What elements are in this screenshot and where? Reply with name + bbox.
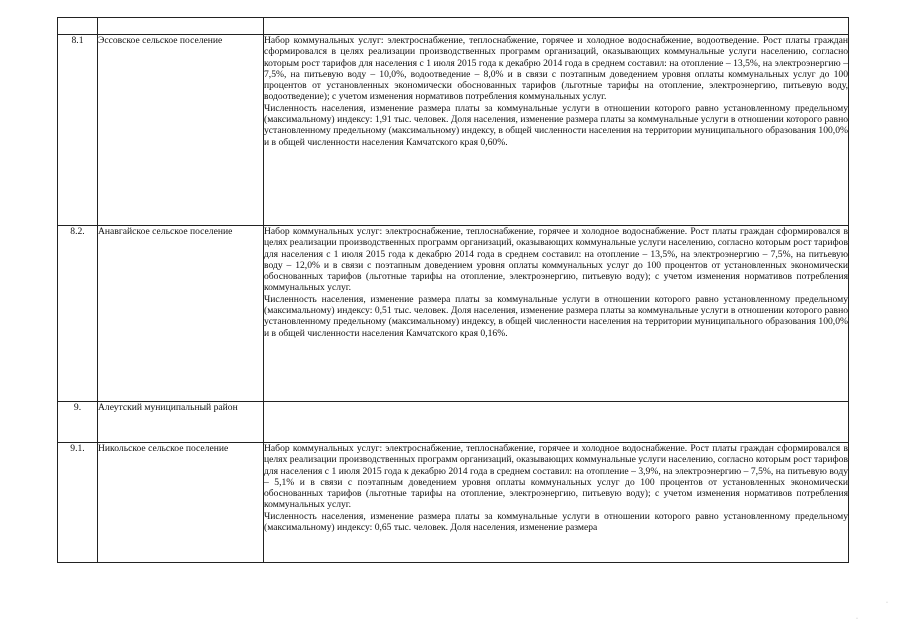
tariff-table bbox=[57, 17, 849, 563]
header-spacer-row bbox=[58, 18, 849, 35]
table-row bbox=[58, 226, 849, 402]
description-paragraph: Набор коммунальных услуг: электроснабжение, теплоснабжение, горячее и холодное водоснабжение. Рост платы граждан сформировался в целях реализации производственных программ организаций, оказывающих коммунальные услуги населению, согласно которым рост тарифов для населения с 1 июля 2015 года к декабрю 2014 года в среднем составил: на отопление – 3,9%, на электроэнергию – 7,5%, на питьевую воду – 5,1% и в связи с поэтапным доведением уровня оплаты коммунальных услуг до 100 процентов от установленных экономически обоснованных тарифов (льготные тарифы на отопление, электроэнергию, питьевую воду); с учетом изменения нормативов потребления коммунальных услуг. bbox=[264, 443, 848, 511]
description-paragraph: Набор коммунальных услуг: электроснабжение, теплоснабжение, горячее и холодное водоснабжение. Рост платы граждан сформировался в целях реализации производственных программ организаций, оказывающих коммунальные услуги населению, согласно которым рост тарифов для населения с 1 июля 2015 года к декабрю 2014 года в среднем составил: на отопление – 13,5%, на электроэнергию – 7,5%, на питьевую воду – 12,0% и в связи с поэтапным доведением уровня оплаты коммунальных услуг до 100 процентов от установленных экономически обоснованных тарифов (льготные тарифы на отопление, электроэнергию, питьевую воду); с учетом изменения нормативов потребления коммунальных услуг. bbox=[264, 226, 848, 294]
row-number: 8.1 bbox=[58, 35, 98, 226]
row-description bbox=[264, 226, 849, 402]
settlement-name: Никольское сельское поселение bbox=[98, 443, 264, 563]
scan-mark: · bbox=[856, 616, 858, 622]
table-row bbox=[58, 35, 849, 226]
row-description bbox=[264, 35, 849, 226]
row-number: 9. bbox=[58, 402, 98, 443]
scan-mark: · bbox=[886, 600, 888, 606]
population-paragraph: Численность населения, изменение размера платы за коммунальные услуги в отношении которого равно установленному предельному (максимальному) индексу: 0,65 тыс. человек. Доля населения, изменение размера bbox=[264, 510, 848, 534]
description-paragraph: Набор коммунальных услуг: электроснабжение, теплоснабжение, горячее и холодное водоснабжение, водоотведение. Рост платы граждан сформировался в целях реализации производственных программ организаций, оказывающих коммунальные услуги населению, согласно которым рост тарифов для населения с 1 июля 2015 года к декабрю 2014 года в среднем составил: на отопление – 13,5%, на электроэнергию – 7,5%, на питьевую воду – 10,0%, водоотведение – 8,0% и в связи с поэтапным доведением уровня оплаты коммунальных услуг до 100 процентов от установленных экономически обоснованных тарифов (льготные тарифы на отопление, электроэнергию, питьевую воду, водоотведение); с учетом изменения нормативов потребления коммунальных услуг. bbox=[264, 35, 848, 103]
population-paragraph: Численность населения, изменение размера платы за коммунальные услуги в отношении которого равно установленному предельному (максимальному) индексу: 1,91 тыс. человек. Доля населения, изменение размера платы за коммунальные услуги в отношении которого равно установленному предельному (максимальному) индексу, в общей численности населения на территории муниципального образования 100,0% и в общей численности населения Камчатского края 0,60%. bbox=[264, 102, 848, 148]
row-number: 8.2. bbox=[58, 226, 98, 402]
district-name: Алеутский муниципальный район bbox=[98, 402, 264, 443]
row-description bbox=[264, 402, 849, 443]
row-number: 9.1. bbox=[58, 443, 98, 563]
table-row bbox=[58, 443, 849, 563]
population-paragraph: Численность населения, изменение размера платы за коммунальные услуги в отношении которого равно установленному предельному (максимальному) индексу: 0,51 тыс. человек. Доля населения, изменение размера платы за коммунальные услуги в отношении которого равно установленному предельному (максимальному) индексу, в общей численности населения на территории муниципального образования 100,0% и в общей численности населения Камчатского края 0,16%. bbox=[264, 293, 848, 339]
settlement-name: Анавгайское сельское поселение bbox=[98, 226, 264, 402]
settlement-name: Эссовское сельское поселение bbox=[98, 35, 264, 226]
row-description bbox=[264, 443, 849, 563]
table-row bbox=[58, 402, 849, 443]
